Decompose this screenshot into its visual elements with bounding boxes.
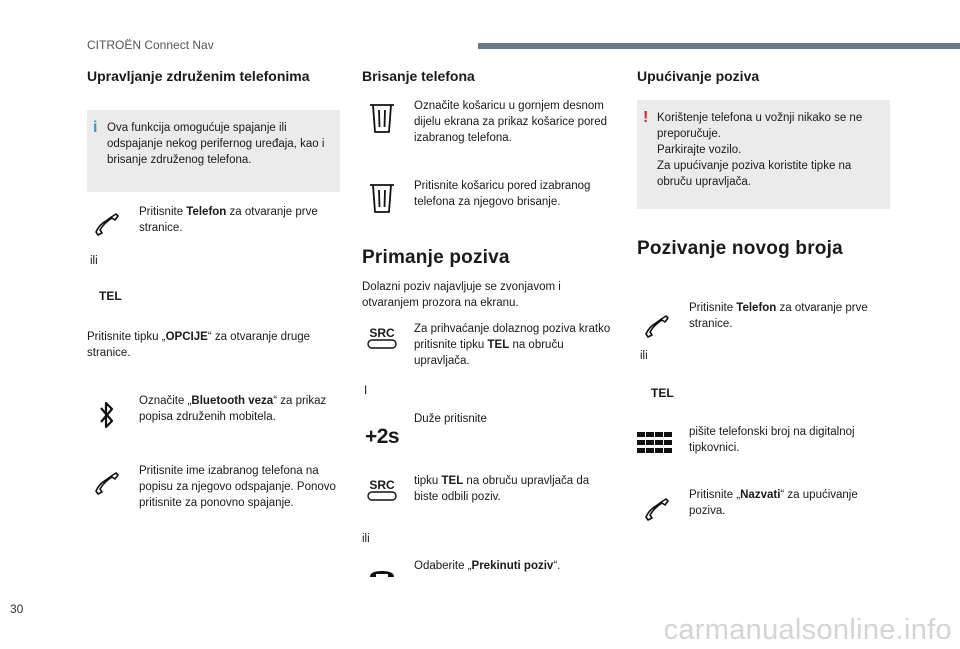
step-call-text: Pritisnite „Nazvati“ za upućivanje poziva.: [689, 489, 858, 517]
step-long-press: [362, 411, 617, 451]
step-dial: [637, 424, 892, 464]
trash-icon: [362, 178, 402, 218]
step-trash-mark-text: Označite košaricu u gornjem desnom dijelu ekrana za prikaz košarice pored izabranog telefona.: [414, 100, 608, 144]
warning-icon: !: [643, 109, 649, 126]
long-press-icon: +2s: [364, 425, 400, 448]
step-accept: [362, 321, 617, 371]
step-end-call-text: Odaberite „Prekinuti poziv“.: [414, 560, 561, 572]
phone-icon: [87, 463, 127, 503]
section-title-new-number: Pozivanje novog broja: [637, 238, 843, 259]
step-select-phone-text: Pritisnite ime izabranog telefona na popisu za njegovo odspajanje. Ponovo pritisnite za ponovno spajanje.: [139, 465, 336, 509]
keypad-icon: [635, 424, 675, 464]
receive-intro: Dolazni poziv najavljuje se zvonjavom i otvaranjem prozora na ekranu.: [362, 281, 561, 309]
section-title-delete: Brisanje telefona: [362, 68, 475, 84]
src-button-icon: SRC: [362, 473, 402, 507]
step-reject: [362, 473, 617, 513]
step-bluetooth-text: Označite „Bluetooth veza“ za prikaz popisa združenih mobitela.: [139, 395, 327, 423]
watermark: carmanualsonline.info: [663, 614, 952, 646]
column-make-call: [637, 60, 892, 517]
step-telefon-text: Pritisnite Telefon za otvaranje prve stranice.: [139, 206, 318, 234]
section-title-receive: Primanje poziva: [362, 247, 510, 268]
step-bluetooth: [87, 393, 342, 437]
step-end-call: [362, 558, 617, 588]
and-label: I: [364, 385, 368, 397]
step-long-press-text: Duže pritisnite: [414, 413, 487, 425]
page-number: 30: [10, 602, 24, 616]
phone-icon: [637, 306, 677, 346]
step-select-phone: [87, 463, 342, 533]
section-title-manage: Upravljanje združenim telefonima: [87, 68, 310, 84]
info-note: [87, 110, 340, 192]
step-trash-delete: [362, 178, 617, 212]
or-label: ili: [90, 255, 98, 267]
section-title-make-call: Upućivanje poziva: [637, 68, 760, 84]
warning-line: Korištenje telefona u vožnji nikako se ne preporučuje.: [657, 112, 863, 140]
warning-line: Parkirajte vozilo.: [657, 144, 742, 156]
step-telefon: [637, 300, 892, 340]
header-bar: [478, 43, 960, 49]
hang-up-icon: [362, 554, 402, 594]
tel-button-label: TEL: [651, 386, 674, 400]
step-trash-mark: [362, 98, 617, 148]
tel-button-label: TEL: [99, 289, 122, 303]
step-reject-text: tipku TEL na obruču upravljača da biste odbili poziv.: [414, 475, 590, 503]
warning-note: [637, 100, 890, 209]
step-dial-text: pišite telefonski broj na digitalnoj tipkovnici.: [689, 426, 855, 454]
phone-icon: [637, 489, 677, 529]
header-brand: CITROËN Connect Nav: [87, 38, 214, 52]
or-label: ili: [640, 350, 648, 362]
step-telefon: [87, 204, 342, 244]
step-accept-text: Za prihvaćanje dolaznog poziva kratko pritisnite tipku TEL na obruču upravljača.: [414, 323, 611, 367]
options-text: Pritisnite tipku „OPCIJE“ za otvaranje druge stranice.: [87, 331, 311, 359]
phone-icon: [87, 204, 127, 244]
info-note-text: Ova funkcija omogućuje spajanje ili odspajanje nekog perifernog uređaja, kao i brisanje združenog telefona.: [107, 122, 325, 166]
bluetooth-icon: [87, 395, 127, 435]
column-delete-receive: [362, 60, 617, 572]
trash-icon: [362, 98, 402, 138]
step-call: [637, 487, 892, 527]
or-label: ili: [362, 533, 370, 545]
step-trash-delete-text: Pritisnite košaricu pored izabranog telefona za njegovo brisanje.: [414, 180, 591, 208]
info-icon: i: [93, 119, 98, 136]
warning-line: Za upućivanje poziva koristite tipke na obruču upravljača.: [657, 160, 852, 188]
column-manage-phones: [87, 60, 342, 509]
src-button-icon: SRC: [362, 321, 402, 355]
step-telefon-text: Pritisnite Telefon za otvaranje prve stranice.: [689, 302, 868, 330]
